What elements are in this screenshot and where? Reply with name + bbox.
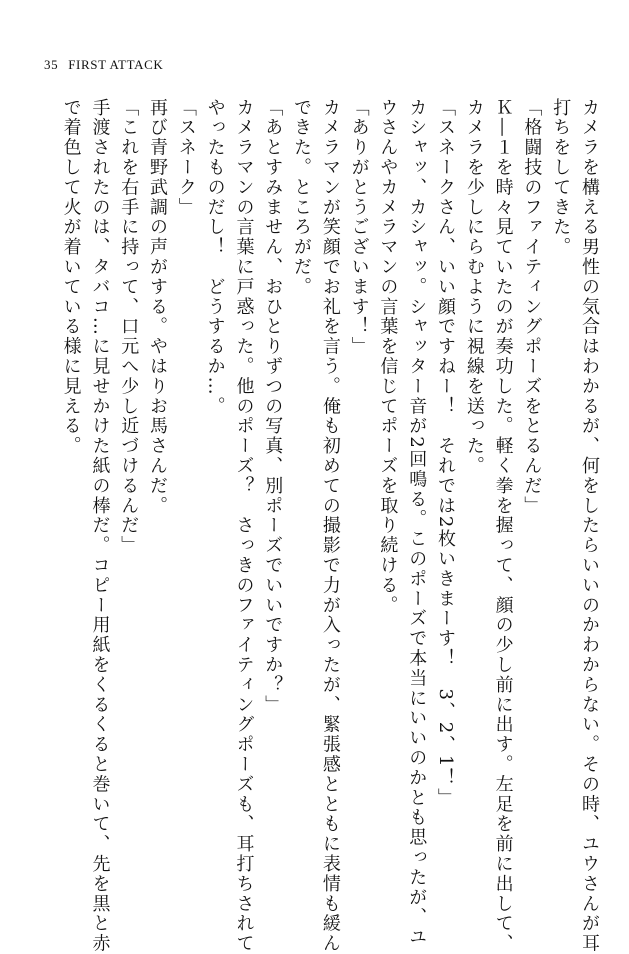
text-line: 「あとすみません、おひとりずつの写真、別ポーズでいいですか？」 — [262, 98, 284, 715]
text-line: で着色して火が着いている様に見える。 — [60, 98, 82, 457]
text-line: 「スネーク」 — [175, 98, 197, 218]
text-line: 「これを右手に持って、口元へ少し近づけるんだ」 — [118, 98, 140, 556]
text-line: 再び青野武調の声がする。やはりお馬さんだ。 — [147, 98, 169, 516]
text-line: ウさんやカメラマンの言葉を信じてポーズを取り続ける。 — [377, 98, 399, 616]
text-line: 「ありがとうございます！」 — [348, 98, 370, 357]
text-line: やったものだし！ どうするか…。 — [204, 98, 226, 417]
body-text — [60, 98, 603, 954]
text-line: 打ちをしてきた。 — [550, 98, 572, 258]
text-line: カメラマンが笑顔でお礼を言う。俺も初めての撮影で力が入ったが、緊張感とともに表情も緩ん — [319, 98, 341, 954]
text-line: カメラを少しにらむように視線を送った。 — [463, 98, 485, 477]
text-line: Ｋ―１を時々見ていたのが奏功した。軽く拳を握って、顔の少し前に出す。左足を前に出して、 — [492, 98, 514, 954]
text-line: できた。ところがだ。 — [291, 98, 313, 297]
text-line: 「格闘技のファイティングポーズをとるんだ」 — [521, 98, 543, 516]
page-header — [44, 57, 163, 73]
page-number: 35 — [44, 57, 59, 72]
running-title: FIRST ATTACK — [68, 57, 164, 72]
text-line: 手渡されたのは、タバコ…に見せかけた紙の棒だ。コピー用紙をくるくると巻いて、先を黒と赤 — [89, 98, 111, 954]
text-line: 「スネークさん、いい顔ですねー！ それでは2枚いきまーす！ 3、2、1！」 — [435, 98, 457, 809]
text-line: カシャッ、カシャッ。シャッター音が2回鳴る。このポーズで本当にいいのかとも思ったが、ユ — [406, 98, 428, 948]
text-line: カメラを構える男性の気合はわかるが、何をしたらいいのかわからない。その時、ユウさんが耳 — [579, 98, 600, 954]
text-line: カメラマンの言葉に戸惑った。他のポーズ？ さっきのファイティングポーズも、耳打ちされて — [233, 98, 255, 954]
